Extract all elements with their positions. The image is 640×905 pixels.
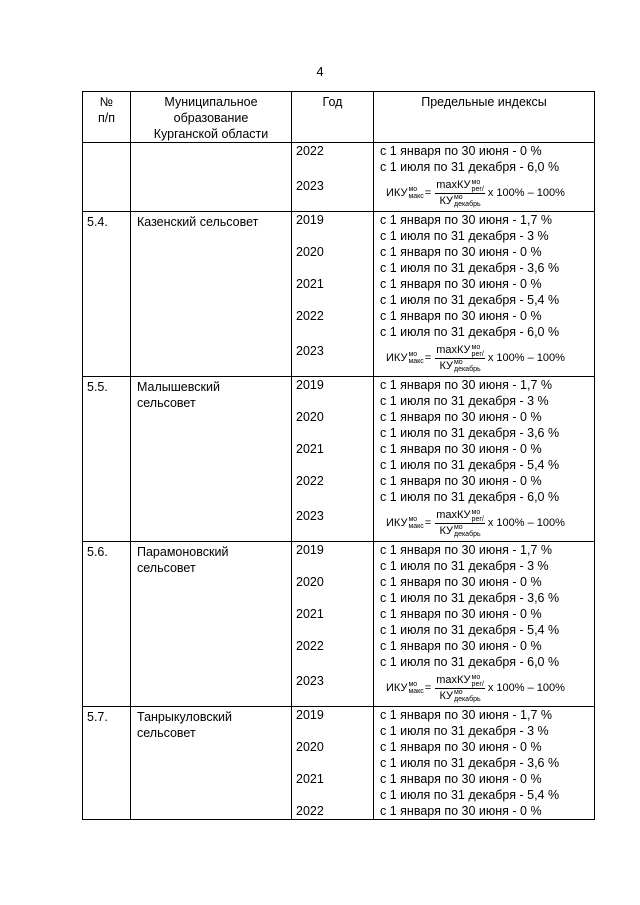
municipality-cell bbox=[131, 707, 292, 820]
formula-num-sub: рег/ bbox=[471, 185, 484, 193]
municipality-name-line: Танрыкуловский bbox=[137, 710, 233, 724]
formula-lhs-indices bbox=[408, 186, 423, 200]
formula-lhs-sup: мо bbox=[408, 516, 418, 523]
formula-numerator bbox=[435, 508, 485, 523]
municipality-name-line: Малышевский bbox=[137, 380, 220, 394]
index-period-line: с 1 июля по 31 декабря - 5,4 % bbox=[380, 458, 560, 472]
year-label: 2023 bbox=[296, 674, 324, 688]
year-cell bbox=[292, 542, 374, 707]
formula-denominator bbox=[439, 524, 480, 538]
table-row bbox=[83, 542, 595, 707]
year-label: 2019 bbox=[296, 543, 324, 557]
table-row bbox=[83, 377, 595, 542]
year-label: 2019 bbox=[296, 378, 324, 392]
formula-lhs: ИКУ bbox=[386, 517, 408, 529]
municipality-cell bbox=[131, 212, 292, 377]
formula-num-indices bbox=[472, 674, 484, 688]
formula-numerator bbox=[435, 343, 485, 358]
formula-num-indices bbox=[472, 179, 484, 193]
index-period-line: с 1 января по 30 июня - 0 % bbox=[380, 309, 542, 323]
index-period-line: с 1 января по 30 июня - 0 % bbox=[380, 442, 542, 456]
index-period-line: с 1 января по 30 июня - 0 % bbox=[380, 277, 542, 291]
formula-den-sup: мо bbox=[453, 358, 463, 366]
municipality-name-line: Парамоновский bbox=[137, 545, 229, 559]
formula-den-text: КУ bbox=[439, 359, 453, 372]
header-municipality-line: Муниципальное bbox=[164, 95, 258, 109]
formula-fraction bbox=[435, 343, 485, 372]
formula-num-indices bbox=[472, 509, 484, 523]
formula-den-sub: декабрь bbox=[453, 200, 481, 208]
formula-num-text: maxКУ bbox=[436, 674, 471, 687]
formula-lhs-sup: мо bbox=[408, 186, 418, 193]
index-period-line: с 1 января по 30 июня - 0 % bbox=[380, 607, 542, 621]
municipality-name-line: сельсовет bbox=[137, 726, 196, 740]
row-number bbox=[83, 143, 131, 212]
formula-den-text: КУ bbox=[439, 689, 453, 702]
formula-num-sup: мо bbox=[471, 343, 481, 351]
index-period-line: с 1 июля по 31 декабря - 3 % bbox=[380, 394, 549, 408]
year-label: 2022 bbox=[296, 144, 324, 158]
index-period-line: с 1 июля по 31 декабря - 6,0 % bbox=[380, 325, 560, 339]
index-period-line: с 1 июля по 31 декабря - 3,6 % bbox=[380, 426, 560, 440]
municipality-name-line: Казенский сельсовет bbox=[137, 215, 259, 229]
formula-den-indices bbox=[454, 359, 481, 373]
formula-numerator bbox=[435, 673, 485, 688]
formula-lhs: ИКУ bbox=[386, 352, 408, 364]
header-year: Год bbox=[292, 92, 374, 143]
formula-lhs-sub: макс bbox=[408, 688, 424, 695]
index-period-line: с 1 января по 30 июня - 0 % bbox=[380, 575, 542, 589]
municipality-cell bbox=[131, 377, 292, 542]
formula-lhs-sup: мо bbox=[408, 351, 418, 358]
index-period-line: с 1 января по 30 июня - 0 % bbox=[380, 474, 542, 488]
formula-lhs-sub: макс bbox=[408, 193, 424, 200]
formula-den-sup: мо bbox=[453, 688, 463, 696]
index-period-line: с 1 января по 30 июня - 0 % bbox=[380, 804, 542, 818]
header-municipality-line: образование bbox=[173, 111, 249, 125]
formula-tail: х 100% – 100% bbox=[487, 517, 565, 529]
year-label: 2019 bbox=[296, 213, 324, 227]
index-period-line: с 1 января по 30 июня - 0 % bbox=[380, 740, 542, 754]
year-label: 2022 bbox=[296, 474, 324, 488]
index-period-line: с 1 июля по 31 декабря - 6,0 % bbox=[380, 655, 560, 669]
row-number: 5.7. bbox=[83, 707, 131, 820]
page-number: 4 bbox=[316, 64, 324, 79]
index-period-line: с 1 июля по 31 декабря - 5,4 % bbox=[380, 788, 560, 802]
formula-den-sub: декабрь bbox=[453, 695, 481, 703]
index-formula bbox=[380, 670, 594, 706]
year-label: 2020 bbox=[296, 245, 324, 259]
indices-cell bbox=[374, 143, 595, 212]
index-period-line: с 1 июля по 31 декабря - 5,4 % bbox=[380, 293, 560, 307]
year-label: 2021 bbox=[296, 772, 324, 786]
formula-lhs-sup: мо bbox=[408, 681, 418, 688]
formula-equals: = bbox=[424, 352, 432, 364]
municipality-name-line: сельсовет bbox=[137, 561, 196, 575]
formula-num-sub: рег/ bbox=[471, 680, 484, 688]
year-label: 2021 bbox=[296, 277, 324, 291]
header-num-line: № bbox=[99, 95, 114, 109]
year-label: 2020 bbox=[296, 575, 324, 589]
indices-cell bbox=[374, 542, 595, 707]
formula-fraction bbox=[435, 508, 485, 537]
header-num-line: п/п bbox=[97, 111, 115, 125]
year-label: 2021 bbox=[296, 607, 324, 621]
formula-denominator bbox=[439, 689, 480, 703]
formula-den-text: КУ bbox=[439, 194, 453, 207]
year-label: 2019 bbox=[296, 708, 324, 722]
formula-lhs-sub: макс bbox=[408, 358, 424, 365]
index-period-line: с 1 июля по 31 декабря - 3 % bbox=[380, 559, 549, 573]
table-row bbox=[83, 143, 595, 212]
formula-num-text: maxКУ bbox=[436, 179, 471, 192]
index-period-line: с 1 июля по 31 декабря - 5,4 % bbox=[380, 623, 560, 637]
index-period-line: с 1 января по 30 июня - 0 % bbox=[380, 410, 542, 424]
formula-equals: = bbox=[424, 517, 432, 529]
formula-fraction bbox=[435, 673, 485, 702]
formula-num-sup: мо bbox=[471, 178, 481, 186]
formula-num-sup: мо bbox=[471, 508, 481, 516]
formula-num-text: maxКУ bbox=[436, 344, 471, 357]
header-indices: Предельные индексы bbox=[374, 92, 595, 143]
formula-denominator bbox=[439, 194, 480, 208]
formula-lhs-indices bbox=[408, 351, 423, 365]
index-formula bbox=[380, 340, 594, 376]
formula-den-sup: мо bbox=[453, 193, 463, 201]
index-period-line: с 1 июля по 31 декабря - 6,0 % bbox=[380, 160, 560, 174]
index-period-line: с 1 июля по 31 декабря - 3 % bbox=[380, 724, 549, 738]
formula-fraction bbox=[435, 178, 485, 207]
year-label: 2022 bbox=[296, 309, 324, 323]
formula-den-indices bbox=[454, 524, 481, 538]
index-formula bbox=[380, 505, 594, 541]
formula-tail: х 100% – 100% bbox=[487, 187, 565, 199]
formula-num-indices bbox=[472, 344, 484, 358]
index-period-line: с 1 января по 30 июня - 1,7 % bbox=[380, 708, 552, 722]
header-num bbox=[83, 92, 131, 143]
index-period-line: с 1 января по 30 июня - 0 % bbox=[380, 245, 542, 259]
formula-equals: = bbox=[424, 682, 432, 694]
index-period-line: с 1 января по 30 июня - 1,7 % bbox=[380, 213, 552, 227]
formula-num-text: maxКУ bbox=[436, 509, 471, 522]
formula-den-indices bbox=[454, 194, 481, 208]
row-number: 5.4. bbox=[83, 212, 131, 377]
index-formula bbox=[380, 175, 594, 211]
indices-table bbox=[82, 91, 595, 820]
municipality-name-line: сельсовет bbox=[137, 396, 196, 410]
table-body bbox=[83, 143, 595, 820]
table-row bbox=[83, 707, 595, 820]
indices-cell bbox=[374, 377, 595, 542]
index-period-line: с 1 июля по 31 декабря - 3,6 % bbox=[380, 591, 560, 605]
index-period-line: с 1 июля по 31 декабря - 6,0 % bbox=[380, 490, 560, 504]
formula-den-sup: мо bbox=[453, 523, 463, 531]
municipality-cell bbox=[131, 542, 292, 707]
year-label: 2020 bbox=[296, 410, 324, 424]
formula-num-sub: рег/ bbox=[471, 515, 484, 523]
formula-lhs-indices bbox=[408, 516, 423, 530]
formula-lhs-sub: макс bbox=[408, 523, 424, 530]
indices-cell bbox=[374, 707, 595, 820]
index-period-line: с 1 июля по 31 декабря - 3 % bbox=[380, 229, 549, 243]
formula-numerator bbox=[435, 178, 485, 193]
formula-lhs: ИКУ bbox=[386, 682, 408, 694]
year-label: 2022 bbox=[296, 804, 324, 818]
formula-den-text: КУ bbox=[439, 524, 453, 537]
formula-tail: х 100% – 100% bbox=[487, 682, 565, 694]
index-period-line: с 1 января по 30 июня - 0 % bbox=[380, 639, 542, 653]
formula-lhs-indices bbox=[408, 681, 423, 695]
formula-den-indices bbox=[454, 689, 481, 703]
municipality-cell bbox=[131, 143, 292, 212]
year-label: 2022 bbox=[296, 639, 324, 653]
formula-tail: х 100% – 100% bbox=[487, 352, 565, 364]
formula-num-sup: мо bbox=[471, 673, 481, 681]
indices-cell bbox=[374, 212, 595, 377]
year-label: 2023 bbox=[296, 509, 324, 523]
index-period-line: с 1 января по 30 июня - 1,7 % bbox=[380, 543, 552, 557]
formula-denominator bbox=[439, 359, 480, 373]
index-period-line: с 1 января по 30 июня - 0 % bbox=[380, 144, 542, 158]
header-municipality-line: Курганской области bbox=[153, 127, 269, 141]
formula-den-sub: декабрь bbox=[453, 365, 481, 373]
formula-lhs: ИКУ bbox=[386, 187, 408, 199]
index-period-line: с 1 июля по 31 декабря - 3,6 % bbox=[380, 756, 560, 770]
year-label: 2023 bbox=[296, 179, 324, 193]
year-label: 2023 bbox=[296, 344, 324, 358]
index-period-line: с 1 января по 30 июня - 0 % bbox=[380, 772, 542, 786]
year-label: 2020 bbox=[296, 740, 324, 754]
formula-equals: = bbox=[424, 187, 432, 199]
index-period-line: с 1 июля по 31 декабря - 3,6 % bbox=[380, 261, 560, 275]
table-header-row bbox=[83, 92, 595, 143]
table-row bbox=[83, 212, 595, 377]
header-municipality bbox=[131, 92, 292, 143]
year-label: 2021 bbox=[296, 442, 324, 456]
year-cell bbox=[292, 143, 374, 212]
row-number: 5.5. bbox=[83, 377, 131, 542]
row-number: 5.6. bbox=[83, 542, 131, 707]
year-cell bbox=[292, 707, 374, 820]
index-period-line: с 1 января по 30 июня - 1,7 % bbox=[380, 378, 552, 392]
formula-num-sub: рег/ bbox=[471, 350, 484, 358]
year-cell bbox=[292, 212, 374, 377]
formula-den-sub: декабрь bbox=[453, 530, 481, 538]
year-cell bbox=[292, 377, 374, 542]
